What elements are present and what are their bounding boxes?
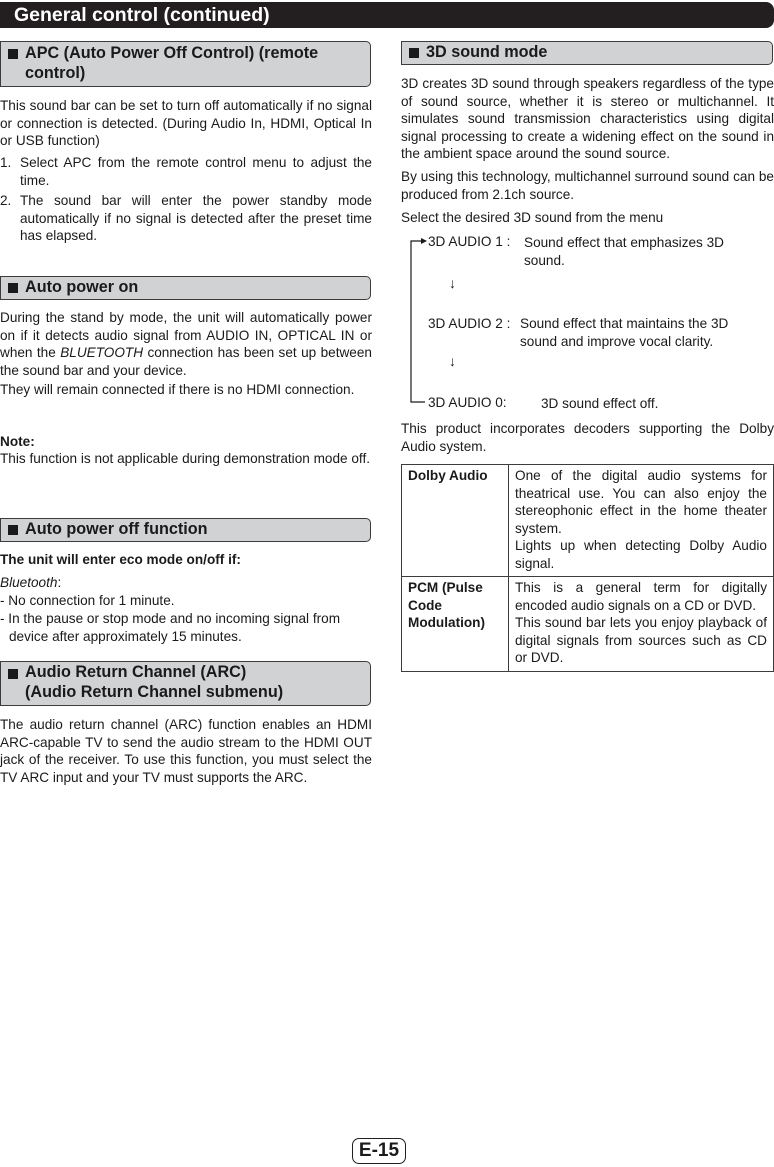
bullet-square-icon [409,48,419,58]
table-desc: One of the digital audio systems for theatrical use. You can also enjoy the stereophonic effect in the home theater system. Lights up when detecting Dolby Audio signal. [509,465,774,577]
table-row [402,465,774,577]
apc-heading: APC (Auto Power Off Control) (remote control) [0,41,371,87]
bullet-square-icon [8,669,18,679]
page-title-bar [0,2,774,28]
mode-3d-audio-1-desc: Sound effect that emphasizes 3D sound. [524,235,725,268]
note-text: This function is not applicable during demonstration mode off. [0,451,371,466]
sound3d-para-2: By using this technology, multichannel surround sound can be produced from 2.1ch source. [401,169,774,202]
bullet-square-icon [8,49,18,59]
mode-3d-audio-1-label: 3D AUDIO 1 : [428,234,511,249]
page-number: E-15 [352,1138,406,1164]
page-title: General control (continued) [14,4,270,26]
table-desc: This is a general term for digitally encoded audio signals on a CD or DVD. This sound bar lets you enjoy playback of digital signals from sources such as CD or DVD. [509,577,774,672]
auto-power-on-text: During the stand by mode, the unit will automatically power on if it detects audio signal from AUDIO IN, OPTICAL IN or when the BLUETOOTH connection has been set up between the sound bar and your device. [0,310,372,378]
sound3d-heading: 3D sound mode [401,41,773,65]
sound3d-para-3: Select the desired 3D sound from the menu [401,210,664,225]
table-term: PCM (Pulse Code Modulation) [402,577,509,672]
arrow-down-icon: ↓ [449,275,456,291]
bullet-square-icon [8,283,18,293]
audio-format-table [401,464,774,672]
auto-power-off-lead: The unit will enter eco mode on/off if: [0,552,241,567]
mode-3d-audio-2-desc: Sound effect that maintains the 3D sound and improve vocal clarity. [520,316,729,349]
mode-3d-audio-0-desc: 3D sound effect off. [541,396,659,411]
sound3d-para-4: This product incorporates decoders supporting the Dolby Audio system. [401,421,774,454]
auto-power-off-item-2: - In the pause or stop mode and no incoming signal from device after approximately 15 minutes. [0,611,341,644]
arc-heading: Audio Return Channel (ARC) (Audio Return Channel submenu) [0,661,371,706]
auto-power-off-bt: Bluetooth: [0,575,62,590]
mode-3d-audio-0-label: 3D AUDIO 0: [428,395,507,410]
mode-cycle-arrow [405,235,427,405]
table-term: Dolby Audio [402,465,509,577]
auto-power-off-heading: Auto power off function [0,518,371,542]
auto-power-on-text-2: They will remain connected if there is no HDMI connection. [0,382,355,397]
arrow-down-icon: ↓ [449,353,456,369]
auto-power-on-heading: Auto power on [0,276,371,300]
note-label: Note: [0,434,35,449]
sound3d-para-1: 3D creates 3D sound through speakers regardless of the type of sound source, whether it is stereo or multichannel. It simulates sound transmission characteristics using digital signal processing to create a widening effect on the sound in the ambient space around the sound source. [401,76,774,161]
mode-3d-audio-2-label: 3D AUDIO 2 : [428,316,511,331]
table-row [402,577,774,672]
auto-power-off-item-1: - No connection for 1 minute. [0,593,175,608]
apc-intro: This sound bar can be set to turn off automatically if no signal or connection is detected. (During Audio In, HDMI, Optical In or USB function) [0,98,372,148]
bullet-square-icon [8,525,18,535]
arc-text: The audio return channel (ARC) function enables an HDMI ARC-capable TV to send the audio stream to the HDMI OUT jack of the receiver. To use this function, you must select the TV ARC input and your TV must supports the ARC. [0,717,372,785]
